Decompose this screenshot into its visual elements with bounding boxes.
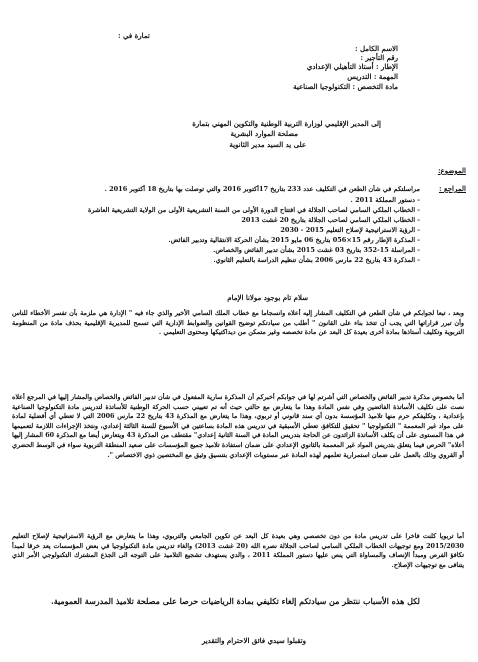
closing-salutation: وتقبلوا سيدي فائق الاحترام والتقدير (201, 636, 306, 645)
reference-item: مراسلتكم في شأن الطعن في التكليف عدد 233 بتاريخ 17أكتوبر 2016 والتي توصلت بها بتاريخ 18 أكتوبر 2016 . (104, 185, 420, 193)
identity-role: المهمة : التدريس (347, 72, 398, 81)
identity-frame: الإطار : أستاذ التأهيلي الإعدادي (306, 62, 398, 71)
reference-item: - الرؤية الاستراتيجية لإصلاح التعليم 2015 - 2030 (280, 226, 420, 234)
body-paragraph-3: أما تربويا كلنت فاخرا على تدريس مادة من دون تخصصي وهي بعيدة كل البعد عن تكوين الجامعي والتربوي، وهذا ما يتعارض مع الرؤية الاستراتيجية لإصلاح التعليم 2015/2030 ومع توجيهات الخطاب الملكي السامي لصاحب الجلالة نصره الله (20 غشت 2013) والغاء تدريس مادة التكنولوجيا في بعض المؤسسات يعد خرقا لمبدأ تكافؤ الفرص ومبدأ الإنصاف والمساواة التي ينص عليها دستور المملكة 2011 ، والدي يستهدف تشجيع التلاميذ على التوجه الى الجذع المشترك التكنولوجي الأمر الذي يتنافى مع توجيهات الإصلاح. (12, 532, 464, 569)
identity-name: الاسم الكامل : (354, 44, 398, 53)
references-label: المراجع : (438, 184, 466, 193)
reference-item: - دستور المملكة 2011 . (350, 196, 420, 204)
identity-subject: مادة التخصص : التكنولوجيا الصناعية (293, 82, 398, 91)
recipient-line-3: على يد السيد مدير الثانوية (229, 140, 306, 149)
body-paragraph-2: أما بخصوص مذكرة تدبير الفائض والخصاص التي أشرتم لها في جوابكم أخبركم أن المذكرة سارية المفعول في شأن تدبير الفائض والخصاص والمشار إليها في المرجع أعلاه نصت على تكليف الأساتذة الفائضين وفي نفس المادة وهذا ما يتعارض مع حالتي حيث أنه تم تعييني حسب الحركة الوطنية للأساتذة لتدريس مادة التكنولوجيا الصناعية بإعدادية ، وتكليفكم حرم منها تلاميذ المؤسسة بدون أي سند قانوني أو تربوي، وهذا ما يتعارض مع المذكرة 43 بتاريخ 22 مارس 2006 التي لا تعطي أي أفضلية لمادة على مواد غير المعممة " التكنولوجيا " تحقيق للتكافؤ، تعطي الأسبقية في تدريس هذه المادة بساعتين في الأسبوع للسنة الثالثة إعدادي، ونتخذ الإجراءات اللازمة لتعميمها في هذا المستوى على أن يكلف الأساتذة الزائدون عن الحاجة بتدريس المادة في السنة الثانية إعدادي" مقتطف من المذكرة 43 ويتعارض أيضا مع المذكرة 60 المشار إليها أعلاه" الحرص فيما يتعلق بتدريس المواد غير المعممة بالثانوي الإعدادي على ضمان استفادة تلاميذ جميع المؤسسات على صعيد المنطقة التربوية سواء في الوسط الحضري أو القروي وذلك بالعمل على ضمان استمرارية تعلمهم لهذه المادة عبر مستويات الإعدادي بتنسيق وثيق مع المختصين ذوي الاختصاص ". (12, 393, 464, 459)
reference-item: - الخطاب الملكي السامي لصاحب الجلالة بتاريخ 20 غشت 2013 (241, 216, 420, 224)
greeting: سلام تام بوجود مولانا الإمام (227, 293, 308, 302)
identity-id: رقم التأجير : (360, 53, 398, 62)
recipient-line-2: مصلحة الموارد البشرية (230, 129, 298, 138)
reference-item: - الخطاب الملكي السامي لصاحب الجلالة في افتتاح الدورة الأولى من السنة التشريعية الأولى من الولاية التشريعية العاشرة (87, 206, 420, 214)
body-paragraph-1: وبعد ، تبعا لجوابكم في شأن الطعن في التكليف المشار إليه أعلاه وانسجاما مع خطاب الملك السامي الأخير والذي جاء فيه " الإدارة هي ملزمة بأن تفسر الأخطاء للناس وأن تبرر قراراتها التي يجب أن تتخذ بناء على القانون " أطلب من سيادتكم توضيح القوانين والضوابط الإدارية التي تسمح للمديرية الإقليمية بحذف مادة من المنظومة التربوية وتكليف أستاذها بمادة أخرى بعيدة كل البعد عن مادة تخصصه وغير متمكن من ديداكتيكها ومحتوى التعليمي . (12, 309, 464, 337)
closing-request: لكل هذه الأسباب ننتظر من سيادتكم إلغاء تكليفي بمادة الرياضيات حرصا على مصلحة تلاميذ المدرسة العمومية. (50, 596, 420, 606)
reference-item: - المذكرة الإطار رقم 15×056 بتاريخ 06 مايو 2015 بشأن الحركة الانتقالية وتدبير الفائض. (168, 236, 420, 244)
recipient-line-1: إلى المدير الإقليمي لوزارة التربية الوطنية والتكوين المهني بتمارة (192, 119, 381, 128)
reference-item: - المذكرة 43 بتاريخ 22 مارس 2006 بشأن تنظيم الدراسة بالتعليم الثانوي. (213, 256, 420, 264)
city-date: تمارة في : (118, 31, 150, 40)
reference-item: - المراسلة 15-352 بتاريخ 03 غشت 2015 بشأن تدبير الفائض والخصاص. (213, 246, 420, 254)
subject-label: الموضوع: (437, 166, 466, 175)
